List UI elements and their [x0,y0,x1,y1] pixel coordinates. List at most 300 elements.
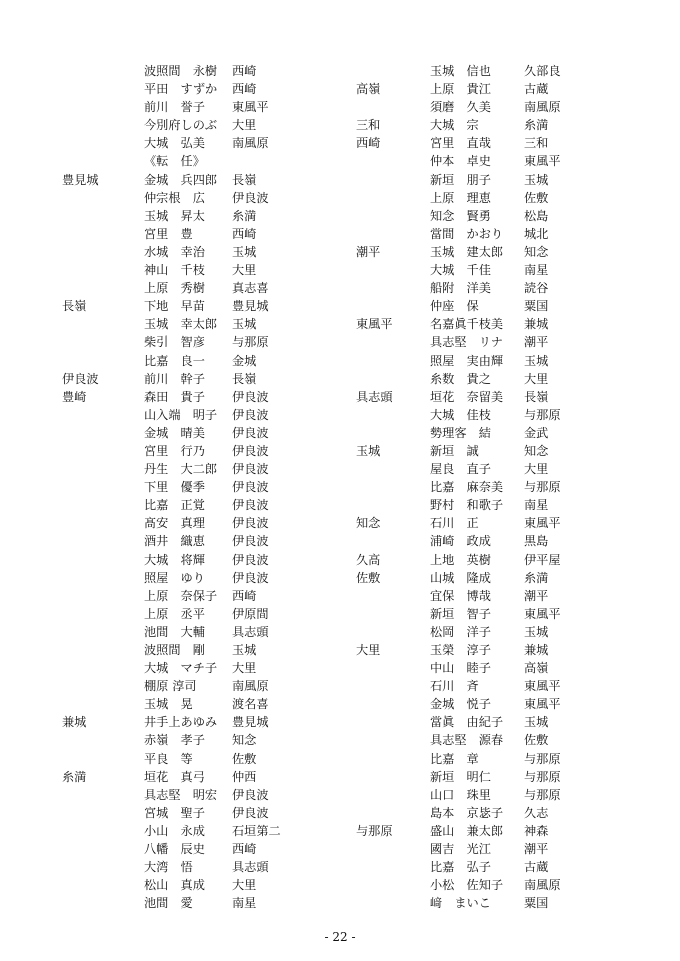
person-name: 棚原 淳司 [144,679,197,694]
person-name: 宮里 行乃 [144,443,205,458]
list-item [356,243,656,261]
person-name: 髙安 真理 [144,516,205,531]
transfer-place: 伊良波 [232,425,269,440]
person-name: 金城 晴美 [144,425,205,440]
person-name: 石川 斉 [430,679,479,694]
person-name: 平田 すずか [144,82,218,97]
transfer-place: 真志喜 [232,281,269,296]
list-item [356,297,656,315]
person-name: 比嘉 正覚 [144,498,205,513]
transfer-place: 潮平 [524,335,549,350]
person-name: 前川 誉子 [144,100,205,115]
list-item [356,388,656,406]
list-item [62,822,362,840]
list-item [62,116,362,134]
list-item [62,858,362,876]
list-item [62,786,362,804]
person-name: 山入端 明子 [144,407,218,422]
transfer-place: 豊見城 [232,299,269,314]
list-item [62,623,362,641]
list-item [62,171,362,189]
school-region: 豊見城 [62,172,99,187]
right-column [356,62,656,912]
person-name: 前川 幹子 [144,371,205,386]
transfer-place: 伊良波 [232,805,269,820]
transfer-place: 伊原間 [232,606,269,621]
transfer-place: 玉城 [232,317,257,332]
list-item [356,894,656,912]
transfer-place: 南星 [232,896,257,911]
list-item [62,605,362,623]
list-item [62,876,362,894]
person-name: 今別府しのぶ [144,118,218,133]
transfer-place: 伊良波 [232,407,269,422]
list-item [356,551,656,569]
transfer-place: 東風平 [524,516,561,531]
transfer-place: 伊良波 [232,498,269,513]
list-item [356,189,656,207]
person-name: 仲座 保 [430,299,479,314]
list-item [356,134,656,152]
person-name: 須磨 久美 [430,100,491,115]
person-name: 神山 千枝 [144,263,205,278]
list-item [356,840,656,858]
person-name: 勢理客 結 [430,425,491,440]
list-item [356,116,656,134]
person-name: 下地 早苗 [144,299,205,314]
list-item [62,261,362,279]
person-name: 波照間 剛 [144,643,205,657]
list-item [356,641,656,659]
person-name: 松岡 洋子 [430,624,491,639]
transfer-place: 金城 [232,353,257,368]
transfer-place: 久志 [524,805,549,820]
list-item [356,695,656,713]
list-item [356,768,656,786]
transfer-place: 東風平 [524,697,561,712]
list-item [62,243,362,261]
person-name: 仲宗根 広 [144,190,205,205]
transfer-place: 兼城 [524,317,549,332]
person-name: 下里 優季 [144,480,205,495]
list-item [62,406,362,424]
transfer-place: 与那原 [524,769,561,784]
transfer-place: 与那原 [524,787,561,802]
school-region: 潮平 [356,244,381,259]
person-name: 小松 佐知子 [430,878,504,893]
person-name: 比嘉 弘子 [430,860,491,875]
list-item [62,207,362,225]
transfer-place: 東風平 [232,100,269,115]
list-item [62,551,362,569]
person-name: 水城 幸治 [144,244,205,259]
transfer-place: 粟国 [524,299,549,314]
transfer-place: 潮平 [524,842,549,857]
transfer-place: 豊見城 [232,715,269,730]
list-item [356,713,656,731]
person-name: 島本 京毖子 [430,805,504,820]
school-region: 玉城 [356,443,381,458]
transfer-place: 玉城 [524,624,549,639]
list-item [356,315,656,333]
transfer-place: 粟国 [524,896,549,911]
list-item [62,532,362,550]
transfer-place: 神森 [524,823,549,838]
list-item [62,641,362,659]
person-name: 松山 真成 [144,878,205,893]
list-item [356,261,656,279]
transfer-place: 長嶺 [232,172,257,187]
transfer-place: 与那原 [524,480,561,495]
person-name: 宮里 直哉 [430,136,491,151]
school-region: 与那原 [356,823,393,838]
transfer-place: 古蔵 [524,82,549,97]
transfer-place: 高嶺 [524,661,549,676]
school-region: 伊良波 [62,371,99,386]
transfer-place: 伊良波 [232,787,269,802]
person-name: 金城 兵四郎 [144,172,218,187]
transfer-place: 伊良波 [232,462,269,477]
person-name: 池間 大輔 [144,624,205,639]
transfer-place: 佐敷 [232,751,257,766]
transfer-place: 知念 [524,244,549,259]
person-name: 山口 珠里 [430,787,491,802]
person-name: 垣花 奈留美 [430,389,504,404]
person-name: 柴引 智彦 [144,335,205,350]
person-name: 新垣 明仁 [430,769,491,784]
list-item [62,370,362,388]
school-region: 西崎 [356,136,381,151]
list-item [356,569,656,587]
person-name: 照屋 実由輝 [430,353,504,368]
list-item [62,352,362,370]
person-name: 山城 隆成 [430,570,491,585]
list-item [62,189,362,207]
page-number: - 22 - [324,930,356,944]
transfer-place: 西崎 [232,588,257,603]
person-name: 上原 理恵 [430,190,491,205]
person-name: 當間 かおり [430,226,504,241]
person-name: 野村 和歌子 [430,498,504,513]
person-name: 森田 貴子 [144,389,205,404]
person-name: 赤嶺 孝子 [144,733,205,748]
list-item [356,587,656,605]
person-name: 上原 丞平 [144,606,205,621]
transfer-place: 南風原 [524,878,561,893]
transfer-place: 大里 [524,371,549,386]
person-name: 金城 悦子 [430,697,491,712]
transfer-place: 南風原 [524,100,561,115]
school-region: 兼城 [62,715,87,730]
person-name: 大湾 悟 [144,860,193,875]
person-name: 丹生 大二郎 [144,462,218,477]
list-item [356,171,656,189]
transfer-place: 金武 [524,425,549,440]
list-item [356,370,656,388]
school-region: 久高 [356,552,381,567]
school-region: 豊崎 [62,389,87,404]
list-item [62,297,362,315]
transfer-place: 長嶺 [524,389,549,404]
list-item [356,478,656,496]
person-name: 波照間 永樹 [144,64,218,78]
transfer-place: 大里 [232,263,257,278]
list-item [62,460,362,478]
list-item [356,333,656,351]
transfer-place: 伊良波 [232,552,269,567]
person-name: 大城 マチ子 [144,661,218,676]
list-item [356,207,656,225]
transfer-place: 東風平 [524,606,561,621]
list-item [62,677,362,695]
transfer-place: 具志頭 [232,624,269,639]
list-item [62,569,362,587]
person-name: 平良 等 [144,751,193,766]
transfer-place: 伊良波 [232,190,269,205]
person-name: 中山 睦子 [430,661,491,676]
transfer-place: 石垣第二 [232,823,281,838]
list-item [62,840,362,858]
transfer-place: 城北 [524,226,549,241]
person-name: 小山 永成 [144,823,205,838]
transfer-place: 西崎 [232,842,257,857]
school-region: 知念 [356,516,381,531]
person-name: 當眞 由紀子 [430,715,504,730]
list-item [356,279,656,297]
person-name: 照屋 ゆり [144,570,205,585]
list-item [356,750,656,768]
person-name: 大城 将輝 [144,552,205,567]
transfer-place: 伊良波 [232,480,269,495]
list-item [356,858,656,876]
list-item [62,388,362,406]
person-name: 盛山 兼太郎 [430,823,504,838]
person-name: 新垣 智子 [430,606,491,621]
transfer-place: 大里 [232,118,257,133]
transfer-place: 玉城 [524,353,549,368]
school-region: 長嶺 [62,299,87,314]
school-region: 具志頭 [356,389,393,404]
list-item [356,876,656,894]
list-item [62,442,362,460]
person-name: 浦崎 政成 [430,534,491,549]
transfer-place: 伊良波 [232,534,269,549]
transfer-place: 糸満 [524,118,549,133]
transfer-place: 佐敷 [524,733,549,748]
transfer-place: 与那原 [232,335,269,350]
transfer-place: 糸満 [524,570,549,585]
transfer-place: 与那原 [524,407,561,422]
list-item [356,442,656,460]
transfer-place: 具志頭 [232,860,269,875]
transfer-place: 知念 [524,443,549,458]
list-item [62,894,362,912]
transfer-place: 南星 [524,498,549,513]
person-name: 上原 秀樹 [144,281,205,296]
list-item [356,225,656,243]
list-item [62,804,362,822]
school-region: 三和 [356,118,381,133]
list-item [356,460,656,478]
list-item [356,677,656,695]
transfer-place: 糸満 [232,208,257,223]
transfer-place: 伊良波 [232,389,269,404]
transfer-place: 伊良波 [232,570,269,585]
list-item [356,731,656,749]
list-item [356,80,656,98]
person-name: 井手上あゆみ [144,715,218,730]
person-name: 酒井 織恵 [144,534,205,549]
person-name: 垣花 真弓 [144,769,205,784]
person-name: 玉城 幸太郎 [144,317,218,332]
school-region: 大里 [356,643,381,657]
list-item [62,424,362,442]
person-name: 﨑 まいこ [430,896,491,911]
list-item [356,352,656,370]
transfer-place: 知念 [232,733,257,748]
person-name: 船附 洋美 [430,281,491,296]
left-column [62,62,362,912]
school-region: 佐敷 [356,570,381,585]
person-name: 國吉 光江 [430,842,491,857]
person-name: 八幡 辰史 [144,842,205,857]
transfer-place: 玉城 [524,172,549,187]
person-name: 具志堅 源春 [430,733,504,748]
person-name: 玉城 信也 [430,64,491,78]
person-name: 新垣 誠 [430,443,479,458]
list-item [62,315,362,333]
list-item [356,98,656,116]
person-name: 糸数 貴之 [430,371,491,386]
transfer-place: 三和 [524,136,549,151]
list-item [356,532,656,550]
transfer-place: 仲西 [232,769,257,784]
transfer-place: 伊良波 [232,443,269,458]
person-name: 具志堅 明宏 [144,787,218,802]
list-item [356,605,656,623]
person-name: 宮城 聖子 [144,805,205,820]
list-item [356,514,656,532]
school-region: 高嶺 [356,82,381,97]
transfer-place: 潮平 [524,588,549,603]
list-item [356,804,656,822]
transfer-place: 南風原 [232,136,269,151]
transfer-place: 久部良 [524,64,561,78]
person-name: 玉城 建太郎 [430,244,504,259]
transfer-place: 東風平 [524,154,561,169]
person-name: 大城 宗 [430,118,479,133]
person-name: 玉城 昇太 [144,208,205,223]
school-region: 糸満 [62,769,87,784]
person-name: 大城 佳枝 [430,407,491,422]
list-item [62,695,362,713]
transfer-place: 長嶺 [232,371,257,386]
transfer-place: 大里 [232,661,257,676]
transfer-place: 佐敷 [524,190,549,205]
list-item [62,279,362,297]
person-name: 具志堅 リナ [430,335,503,350]
list-item [62,225,362,243]
transfer-place: 松島 [524,208,549,223]
person-name: 比嘉 麻奈美 [430,480,504,495]
list-item [62,478,362,496]
transfer-place: 南星 [524,263,549,278]
person-name: 比嘉 良一 [144,353,205,368]
list-item [62,333,362,351]
list-item [62,80,362,98]
list-item [356,822,656,840]
person-name: 宮里 豊 [144,226,193,241]
person-name: 上地 英樹 [430,552,491,567]
person-name: 大城 弘美 [144,136,205,151]
transfer-place: 読谷 [524,281,549,296]
person-name: 仲本 卓史 [430,154,491,169]
list-item [62,134,362,152]
transfer-place: 玉城 [232,643,257,657]
person-name: 玉城 晃 [144,697,193,712]
person-name: 池間 愛 [144,896,193,911]
transfer-place: 西崎 [232,226,257,241]
person-name: 名嘉眞千枝美 [430,317,504,332]
transfer-place: 大里 [232,878,257,893]
transfer-place: 兼城 [524,643,549,657]
person-name: 比嘉 章 [430,751,479,766]
transfer-place: 玉城 [232,244,257,259]
list-item [356,623,656,641]
list-item [62,713,362,731]
person-name: 上原 奈保子 [144,588,218,603]
person-name: 新垣 朋子 [430,172,491,187]
transfer-place: 大里 [524,462,549,477]
person-name: 宜保 博哉 [430,588,491,603]
transfer-place: 西崎 [232,64,257,78]
person-name: 屋良 直子 [430,462,491,477]
list-item [356,152,656,170]
transfer-place: 渡名喜 [232,697,269,712]
school-region: 東風平 [356,317,393,332]
list-item [62,750,362,768]
list-item [62,731,362,749]
person-name: 玉榮 淳子 [430,643,491,657]
person-name: 《転 任》 [144,154,205,169]
list-item [356,786,656,804]
transfer-place: 南風原 [232,679,269,694]
list-item [62,768,362,786]
list-item [62,152,362,170]
transfer-place: 玉城 [524,715,549,730]
list-item [62,496,362,514]
person-name: 大城 千佳 [430,263,491,278]
transfer-place: 西崎 [232,82,257,97]
transfer-place: 黒島 [524,534,549,549]
transfer-place: 伊平屋 [524,552,561,567]
list-item [356,406,656,424]
list-item [356,496,656,514]
list-item [62,98,362,116]
transfer-place: 古蔵 [524,860,549,875]
list-item [62,659,362,677]
list-item [62,587,362,605]
transfer-place: 東風平 [524,679,561,694]
list-item [62,62,362,80]
transfer-place: 与那原 [524,751,561,766]
list-item [356,659,656,677]
person-name: 知念 賢勇 [430,208,491,223]
list-item [356,62,656,80]
list-item [62,514,362,532]
person-name: 石川 正 [430,516,479,531]
transfer-place: 伊良波 [232,516,269,531]
